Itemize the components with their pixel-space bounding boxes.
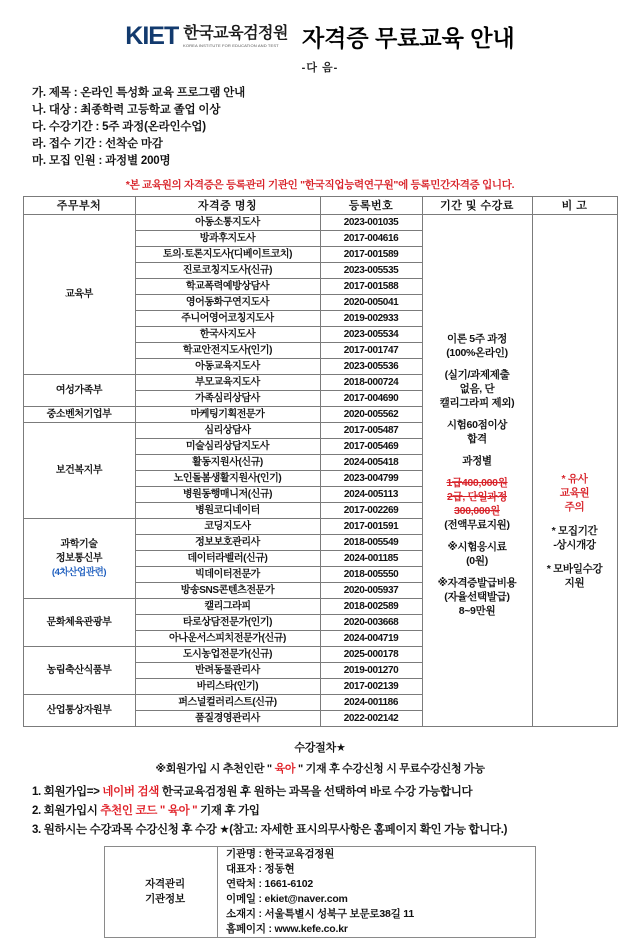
fee-price-level-2: 2급, 단일과정 — [447, 490, 507, 503]
cell-certification-name: 병원동행매니저(신규) — [135, 487, 320, 503]
cell-department — [23, 215, 135, 375]
intro-list — [32, 85, 630, 170]
th-department: 주무부처 — [23, 197, 135, 215]
cell-certification-name: 심리상담사 — [135, 423, 320, 439]
cell-department — [23, 375, 135, 407]
cell-registration-number: 2018-000724 — [320, 375, 422, 391]
cell-certification-name: 마케팅기획전문가 — [135, 407, 320, 423]
cell-registration-number: 2018-005550 — [320, 567, 422, 583]
fee-line-by-course: 과정별 — [462, 454, 492, 467]
fee-line-exam-fee-label: ※시험응시료 — [447, 540, 507, 553]
fee-line-online: (100%온라인) — [446, 346, 508, 359]
cell-registration-number: 2024-001186 — [320, 695, 422, 711]
cell-registration-number: 2019-002933 — [320, 311, 422, 327]
cell-certification-name: 병원코디네이터 — [135, 503, 320, 519]
cell-registration-number: 2020-005041 — [320, 295, 422, 311]
kiet-logo — [125, 24, 288, 49]
cell-remark — [532, 215, 617, 727]
table-header-row — [23, 197, 617, 215]
remark-mobile-support-1: * 모바일수강 — [546, 562, 603, 575]
page-subtitle: -다 음- — [301, 62, 339, 74]
cell-certification-name: 아나운서스피치전문가(신규) — [135, 631, 320, 647]
intro-item-2: 다. 수강기간 : 5주 과정(온라인수업) — [32, 121, 206, 133]
th-reg-number: 등록번호 — [320, 197, 422, 215]
spacer — [533, 552, 617, 562]
cell-certification-name: 토의·토론지도사(디베이트코치) — [135, 247, 320, 263]
cell-certification-name: 캘리그라피 — [135, 599, 320, 615]
contact-label-line-1: 자격관리 — [145, 878, 185, 890]
cell-certification-name: 방송SNS콘텐츠전문가 — [135, 583, 320, 599]
cell-registration-number: 2017-005487 — [320, 423, 422, 439]
step-1-pre: 1. 회원가입=> — [32, 786, 103, 798]
contact-representative: 대표자 : 정동현 — [226, 863, 295, 875]
step-2-highlight: 추천인 코드 " 육아 " — [100, 805, 198, 817]
table-row — [23, 215, 617, 231]
cell-registration-number: 2017-004690 — [320, 391, 422, 407]
cell-department — [23, 599, 135, 647]
cell-certification-name: 도시농업전문가(신규) — [135, 647, 320, 663]
fee-price-level-1: 1급400,000원 — [446, 476, 508, 489]
cell-registration-number: 2023-005534 — [320, 327, 422, 343]
intro-item-1: 나. 대상 : 최종학력 고등학교 졸업 이상 — [32, 104, 221, 116]
cell-registration-number: 2024-005418 — [320, 455, 422, 471]
contact-address: 소재지 : 서울특별시 성북구 보문로38길 11 — [226, 908, 415, 920]
cell-registration-number: 2018-002589 — [320, 599, 422, 615]
cell-certification-name: 코딩지도사 — [135, 519, 320, 535]
cell-certification-name: 노인돌봄생활지원사(인기) — [135, 471, 320, 487]
cell-certification-name: 바리스타(인기) — [135, 679, 320, 695]
contact-email: 이메일 : ekiet@naver.com — [226, 893, 348, 905]
cell-certification-name: 품질경영관리사 — [135, 711, 320, 727]
certification-table — [23, 196, 618, 727]
cell-certification-name: 반려동물관리사 — [135, 663, 320, 679]
fee-line-practical-3: 캘리그라피 제외) — [439, 396, 515, 409]
step-3: 3. 원하시는 수강과목 수강신청 후 수강 ★(참고: 자세한 표시의무사항은 홈페이지 확인 가능 합니다.) — [32, 824, 508, 836]
cell-registration-number: 2024-005113 — [320, 487, 422, 503]
logo-korean-name: 한국교육검정원 — [183, 24, 288, 42]
contact-label-line-2: 기관정보 — [145, 893, 185, 905]
fee-line-free-support: (전액무료지원) — [444, 518, 510, 531]
department-label-line: 산업통상자원부 — [46, 704, 112, 716]
fee-line-theory: 이론 5주 과정 — [447, 332, 507, 345]
remark-detail-block — [533, 352, 617, 590]
cell-certification-name: 학교안전지도사(인기) — [135, 343, 320, 359]
department-label-line: 농림축산식품부 — [46, 664, 112, 676]
department-label-line: 교육부 — [65, 288, 93, 300]
certification-table-body — [23, 215, 617, 727]
logo-english-name: KOREA INSTITUTE FOR EDUCATION AND TEST — [183, 42, 280, 48]
contact-row — [105, 847, 536, 938]
cell-registration-number: 2018-005549 — [320, 535, 422, 551]
cell-registration-number: 2017-004616 — [320, 231, 422, 247]
remark-mobile-support-2: 지원 — [564, 576, 585, 589]
document-header — [10, 0, 630, 53]
department-sublabel: (4차산업관련) — [51, 566, 107, 578]
remark-recruit-period: * 모집기간 — [551, 524, 598, 537]
intro-item-3: 라. 접수 기간 : 선착순 마감 — [32, 138, 163, 150]
department-label-line: 과학기술 — [60, 538, 98, 550]
department-label-line: 정보통신부 — [55, 552, 103, 564]
fee-line-issue-optional: (자율선택발급) — [444, 590, 510, 603]
fee-line-pass: 합격 — [467, 432, 487, 445]
remark-warning-1: * 유사 — [561, 472, 588, 485]
cell-certification-name: 정보보호관리사 — [135, 535, 320, 551]
step-2-post: 기재 후 가입 — [197, 805, 260, 817]
cell-registration-number: 2023-005536 — [320, 359, 422, 375]
department-label-line: 보건복지부 — [55, 464, 103, 476]
logo-text — [183, 26, 288, 48]
remark-always-open: -상시개강 — [553, 538, 596, 551]
fee-line-exam-fee-value: (0원) — [466, 554, 488, 567]
cell-department — [23, 423, 135, 519]
fee-line-practical-2: 없음, 단 — [459, 382, 495, 395]
cell-registration-number: 2024-004719 — [320, 631, 422, 647]
page-title: 자격증 무료교육 안내 — [301, 25, 515, 51]
cell-certification-name: 데이터라벨러(신규) — [135, 551, 320, 567]
cell-certification-name: 타로상담전문가(인기) — [135, 615, 320, 631]
fee-line-practical-1: (실기/과제제출 — [444, 368, 510, 381]
red-notice-text: *본 교육원의 자격증은 등록관리 기관인 "한국직업능력연구원"에 등록민간자격증 입니다. — [125, 179, 515, 191]
procedure-note-pre: ※회원가입 시 추천인란 " — [155, 763, 275, 775]
department-label-line: 중소벤처기업부 — [46, 408, 112, 420]
spacer — [423, 324, 532, 332]
cell-registration-number: 2023-005535 — [320, 263, 422, 279]
procedure-note — [10, 760, 630, 776]
cell-certification-name: 학교폭력예방상담사 — [135, 279, 320, 295]
contact-info-table — [104, 846, 536, 938]
contact-body-cell — [218, 847, 536, 938]
cell-certification-name: 한국사지도사 — [135, 327, 320, 343]
procedure-note-highlight: 육아 — [274, 763, 296, 775]
intro-item-0: 가. 제목 : 온라인 특성화 교육 프로그램 안내 — [32, 87, 246, 99]
cell-registration-number: 2017-001588 — [320, 279, 422, 295]
step-2-pre: 2. 회원가입시 — [32, 805, 101, 817]
intro-item-4: 마. 모집 인원 : 과정별 200명 — [32, 155, 171, 167]
cell-period-and-fee — [422, 215, 532, 727]
th-remark: 비 고 — [532, 197, 617, 215]
cell-certification-name: 영어동화구연지도사 — [135, 295, 320, 311]
fee-line-issue-amount: 8~9만원 — [458, 604, 496, 617]
cell-registration-number: 2020-003668 — [320, 615, 422, 631]
step-1-post: 한국교육검정원 후 원하는 과목을 선택하여 바로 수강 가능합니다 — [159, 786, 473, 798]
cell-certification-name: 부모교육지도사 — [135, 375, 320, 391]
cell-registration-number: 2025-000178 — [320, 647, 422, 663]
step-1-highlight: 네이버 검색 — [102, 786, 159, 798]
spacer — [423, 468, 532, 476]
cell-registration-number: 2023-004799 — [320, 471, 422, 487]
spacer — [533, 352, 617, 472]
cell-registration-number: 2022-002142 — [320, 711, 422, 727]
cell-certification-name: 진로코칭지도사(신규) — [135, 263, 320, 279]
remark-warning-2: 교육원 — [559, 486, 590, 499]
contact-phone: 연락처 : 1661-6102 — [226, 878, 313, 890]
spacer — [423, 360, 532, 368]
fee-price-amount: 300,000원 — [454, 504, 500, 517]
cell-registration-number: 2024-001185 — [320, 551, 422, 567]
procedure-title: 수강절차★ — [294, 742, 346, 754]
cell-department — [23, 407, 135, 423]
fee-line-exam-score: 시험60점이상 — [446, 418, 508, 431]
cell-certification-name: 빅데이터전문가 — [135, 567, 320, 583]
department-label-line: 여성가족부 — [55, 384, 103, 396]
spacer — [533, 514, 617, 524]
cell-department — [23, 695, 135, 727]
th-cert-name: 자격증 명칭 — [135, 197, 320, 215]
spacer — [423, 410, 532, 418]
cell-certification-name: 방과후지도사 — [135, 231, 320, 247]
cell-certification-name: 아동소통지도사 — [135, 215, 320, 231]
remark-warning-3: 주의 — [564, 500, 585, 513]
cell-registration-number: 2019-001270 — [320, 663, 422, 679]
cell-registration-number: 2023-001035 — [320, 215, 422, 231]
step-2 — [32, 802, 630, 821]
cell-registration-number: 2020-005562 — [320, 407, 422, 423]
procedure-note-post: " 기재 후 수강신청 시 무료수강신청 가능 — [295, 763, 485, 775]
spacer — [423, 568, 532, 576]
cell-registration-number: 2017-001589 — [320, 247, 422, 263]
cell-certification-name: 주니어영어코칭지도사 — [135, 311, 320, 327]
fee-detail-block — [423, 324, 532, 618]
cell-registration-number: 2017-001591 — [320, 519, 422, 535]
cell-department — [23, 647, 135, 695]
cell-registration-number: 2017-002269 — [320, 503, 422, 519]
cell-certification-name: 가족심리상담사 — [135, 391, 320, 407]
cell-certification-name: 아동교육지도사 — [135, 359, 320, 375]
cell-department — [23, 519, 135, 599]
th-period-fee: 기간 및 수강료 — [422, 197, 532, 215]
step-1 — [32, 783, 630, 802]
cell-certification-name: 활동지원사(신규) — [135, 455, 320, 471]
cell-registration-number: 2020-005937 — [320, 583, 422, 599]
spacer — [423, 532, 532, 540]
fee-line-issue-cost-label: ※자격증발급비용 — [437, 576, 517, 589]
cell-registration-number: 2017-005469 — [320, 439, 422, 455]
logo-mark-icon: KIET — [125, 22, 179, 50]
cell-registration-number: 2017-002139 — [320, 679, 422, 695]
cell-registration-number: 2017-001747 — [320, 343, 422, 359]
cell-certification-name: 퍼스널컬러리스트(신규) — [135, 695, 320, 711]
contact-org-name: 기관명 : 한국교육검정원 — [226, 848, 335, 860]
contact-label-cell — [105, 847, 218, 938]
steps-list — [32, 783, 630, 840]
contact-website: 홈페이지 : www.kefe.co.kr — [226, 923, 348, 935]
department-label-line: 문화체육관광부 — [46, 616, 112, 628]
cell-certification-name: 미술심리상담지도사 — [135, 439, 320, 455]
spacer — [423, 446, 532, 454]
